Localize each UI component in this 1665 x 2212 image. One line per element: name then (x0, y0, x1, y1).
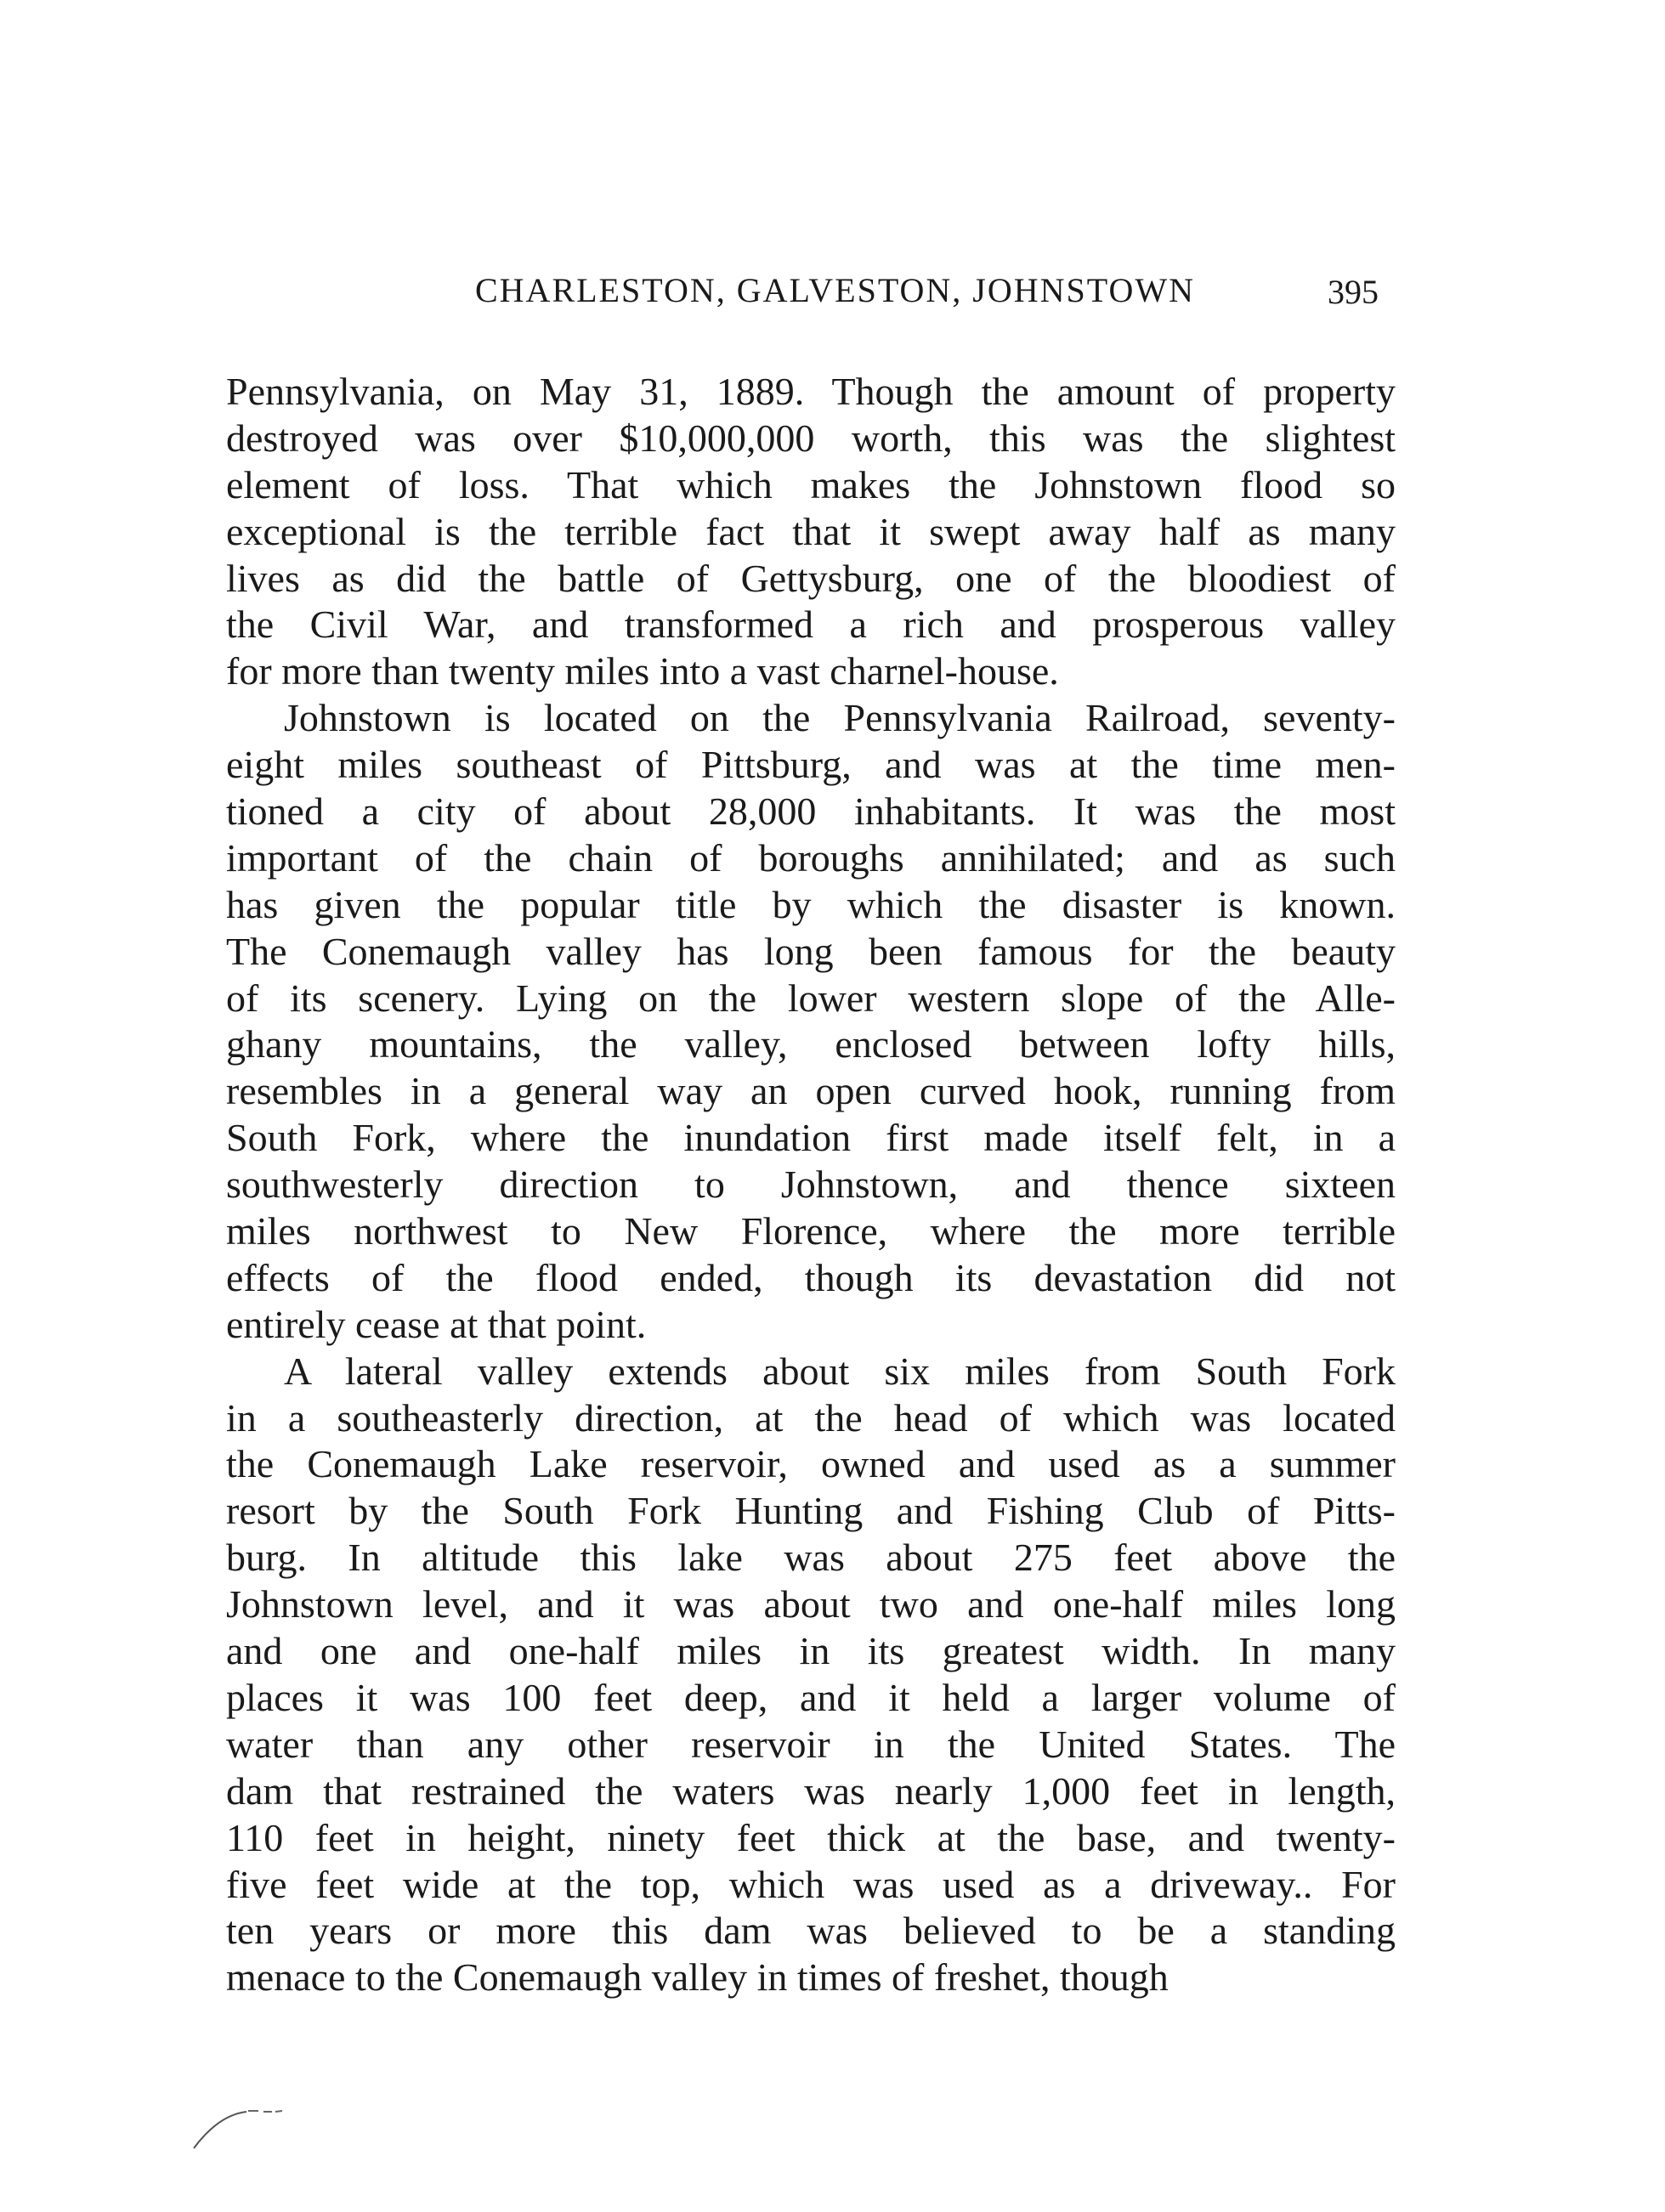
body-text (226, 369, 1396, 2001)
text-line: The Conemaugh valley has long been famous for the beauty (226, 929, 1396, 973)
text-line: South Fork, where the inundation first made itself felt, in a (226, 1116, 1396, 1160)
paragraph (226, 695, 1396, 1348)
text-line: ten years or more this dam was believed to be a standing (226, 1909, 1396, 1953)
text-line: Pennsylvania, on May 31, 1889. Though the amount of property (226, 370, 1396, 413)
text-line: effects of the flood ended, though its devastation did not (226, 1255, 1396, 1299)
text-line: water than any other reservoir in the United States. The (226, 1722, 1396, 1766)
page-number: 395 (1328, 273, 1379, 311)
text-line: the Conemaugh Lake reservoir, owned and used as a summer (226, 1442, 1396, 1486)
running-header: CHARLESTON, GALVESTON, JOHNSTOWN (474, 271, 1196, 309)
text-line: A lateral valley extends about six miles from South Fork (284, 1349, 1396, 1393)
text-line: important of the chain of boroughs annihilated; and as such (226, 835, 1396, 880)
text-line: entirely cease at that point. (226, 1302, 647, 1346)
text-line: element of loss. That which makes the Johnstown flood so (226, 462, 1396, 506)
text-line: five feet wide at the top, which was used as a driveway.. For (226, 1862, 1396, 1906)
paragraph (226, 369, 1396, 695)
text-line: of its scenery. Lying on the lower western slope of the Alle- (226, 976, 1396, 1020)
text-line: resembles in a general way an open curved hook, running from (226, 1069, 1396, 1113)
text-line: southwesterly direction to Johnstown, and thence sixteen (226, 1163, 1396, 1207)
text-line: dam that restrained the waters was nearly 1,000 feet in length, (226, 1768, 1396, 1813)
text-line: burg. In altitude this lake was about 275 feet above the (226, 1536, 1396, 1580)
text-line: exceptional is the terrible fact that it swept away half as many (226, 509, 1396, 553)
pencil-mark (187, 2073, 289, 2158)
text-line: lives as did the battle of Gettysburg, one of the bloodiest of (226, 556, 1396, 600)
text-line: the Civil War, and transformed a rich and prosperous valley (226, 603, 1396, 647)
paragraph (226, 1349, 1396, 2001)
text-line: 110 feet in height, ninety feet thick at the base, and twenty- (226, 1815, 1396, 1859)
text-line: has given the popular title by which the disaster is known. (226, 882, 1396, 926)
text-line: destroyed was over $10,000,000 worth, this was the slightest (226, 416, 1396, 460)
text-line: and one and one-half miles in its greatest width. In many (226, 1629, 1396, 1673)
text-line: for more than twenty miles into a vast charnel-house. (226, 649, 1059, 693)
text-line: Johnstown is located on the Pennsylvania Railroad, seventy- (284, 696, 1396, 740)
text-line: eight miles southeast of Pittsburg, and was at the time men- (226, 743, 1396, 787)
text-line: resort by the South Fork Hunting and Fishing Club of Pitts- (226, 1489, 1396, 1533)
text-line: ghany mountains, the valley, enclosed between lofty hills, (226, 1022, 1396, 1066)
text-line: places it was 100 feet deep, and it held a larger volume of (226, 1675, 1396, 1719)
text-line: Johnstown level, and it was about two and one-half miles long (226, 1582, 1396, 1626)
text-line: miles northwest to New Florence, where the more terrible (226, 1209, 1396, 1253)
text-line: menace to the Conemaugh valley in times of freshet, though (226, 1955, 1169, 2000)
text-line: tioned a city of about 28,000 inhabitants. It was the most (226, 789, 1396, 834)
text-line: in a southeasterly direction, at the head of which was located (226, 1395, 1396, 1440)
